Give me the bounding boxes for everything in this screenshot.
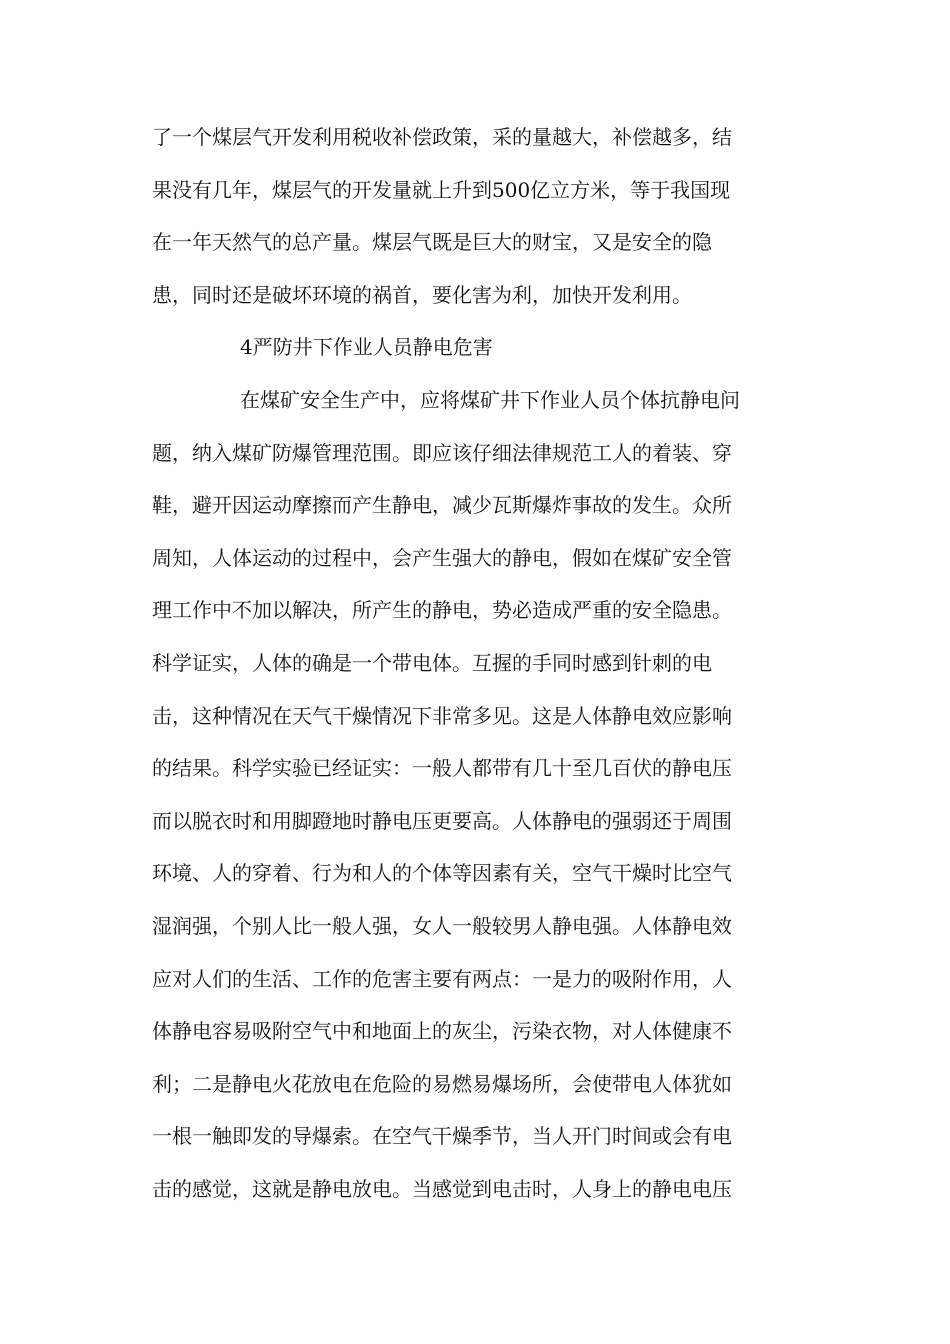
text-line: 应对人们的生活、工作的危害主要有两点：一是力的吸附作用，人: [152, 966, 732, 991]
text-line: 在一年天然气的总产量。煤层气既是巨大的财宝，又是安全的隐: [152, 230, 712, 255]
text-line: 一根一触即发的导爆索。在空气干燥季节，当人开门时间或会有电: [152, 1124, 732, 1149]
document-body: [152, 117, 812, 1221]
text-line: 击的感觉，这就是静电放电。当感觉到电击时，人身上的静电电压: [152, 1176, 732, 1201]
text-line: 环境、人的穿着、行为和人的个体等因素有关，空气干燥时比空气: [152, 861, 732, 886]
text-line: 题，纳入煤矿防爆管理范围。即应该仔细法律规范工人的着装、穿: [152, 440, 732, 465]
text-line: 患，同时还是破坏环境的祸首，要化害为利，加快开发利用。: [152, 282, 692, 307]
section-heading: 4严防井下作业人员静电危害: [240, 335, 493, 360]
text-line: 击，这种情况在天气干燥情况下非常多见。这是人体静电效应影响: [152, 703, 732, 728]
text-line: 而以脱衣时和用脚蹬地时静电压更要高。人体静电的强弱还于周围: [152, 808, 732, 833]
text-line: 在煤矿安全生产中，应将煤矿井下作业人员个体抗静电问: [240, 387, 740, 412]
text-line: 鞋，避开因运动摩擦而产生静电，减少瓦斯爆炸事故的发生。众所: [152, 493, 732, 518]
text-line: 的结果。科学实验已经证实：一般人都带有几十至几百伏的静电压: [152, 756, 732, 781]
text-line: 体静电容易吸附空气中和地面上的灰尘，污染衣物，对人体健康不: [152, 1019, 732, 1044]
paragraph-static-hazard: [152, 380, 812, 1222]
text-line: 果没有几年，煤层气的开发量就上升到500亿立方米，等于我国现: [152, 177, 731, 202]
text-line: 周知，人体运动的过程中，会产生强大的静电，假如在煤矿安全管: [152, 545, 732, 570]
paragraph-coalbed-methane: [152, 117, 812, 327]
text-line: 利；二是静电火花放电在危险的易燃易爆场所，会使带电人体犹如: [152, 1071, 732, 1096]
text-line: 理工作中不加以解决，所产生的静电，势必造成严重的安全隐患。: [152, 598, 732, 623]
text-line: 科学证实，人体的确是一个带电体。互握的手同时感到针刺的电: [152, 650, 712, 675]
text-line: 湿润强，个别人比一般人强，女人一般较男人静电强。人体静电效: [152, 913, 732, 938]
text-line: 了一个煤层气开发利用税收补偿政策，采的量越大，补偿越多，结: [152, 125, 732, 149]
